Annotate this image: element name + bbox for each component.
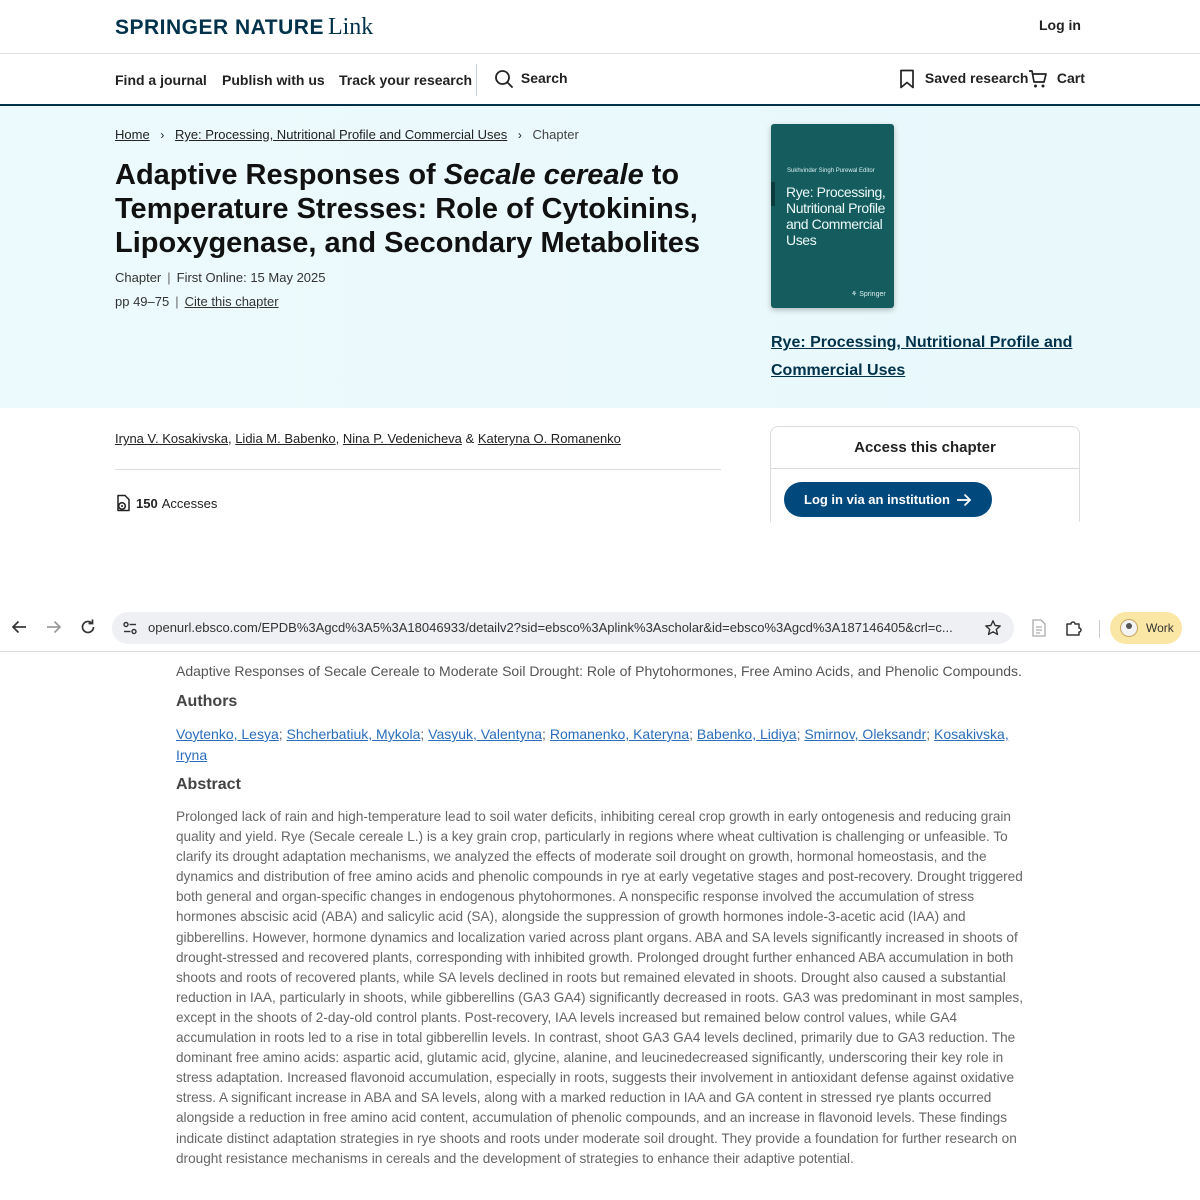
chapter-meta xyxy=(115,270,326,285)
author-separator-last: & xyxy=(461,431,478,446)
author-separator: ; xyxy=(796,726,805,742)
download-stats-icon xyxy=(115,494,132,512)
author-link[interactable]: Iryna V. Kosakivska xyxy=(115,431,228,446)
breadcrumb-book[interactable]: Rye: Processing, Nutritional Profile and Commercial Uses xyxy=(174,127,508,142)
avatar xyxy=(1120,619,1138,637)
author-link[interactable]: Smirnov, Oleksandr xyxy=(804,726,927,742)
cover-title: Rye: Processing, Nutritional Profile and Commercial Uses xyxy=(786,184,886,248)
accesses-count: 150 xyxy=(136,496,158,511)
cart-icon xyxy=(1028,69,1048,89)
chapter-title xyxy=(115,158,715,260)
author-link[interactable]: Babenko, Lidiya xyxy=(696,726,797,742)
search-label: Search xyxy=(520,69,568,86)
url-text: openurl.ebsco.com/EPDB%3Agcd%3A5%3A18046933/detailv2?sid=ebsco%3Aplink%3Ascholar&id=ebsco%3Agcd%3A187146405&crl=c... xyxy=(148,620,953,635)
title-part-1: Adaptive Responses of xyxy=(115,159,444,191)
logo-link-word: Link xyxy=(327,14,374,40)
login-via-institution-button[interactable] xyxy=(784,482,992,517)
reload-icon[interactable] xyxy=(79,618,97,636)
springer-page xyxy=(0,0,1200,522)
author-link[interactable]: Nina P. Vedenicheva xyxy=(342,431,462,446)
accesses-label: Accesses xyxy=(161,496,218,511)
author-link[interactable]: Lidia M. Babenko xyxy=(235,431,336,446)
breadcrumb-current: Chapter xyxy=(532,127,579,142)
author-link[interactable]: Vasyuk, Valentyna xyxy=(428,726,543,742)
chapter-pages-meta xyxy=(115,294,279,309)
login-via-institution-label: Log in via an institution xyxy=(804,492,950,507)
author-separator: ; xyxy=(542,726,550,742)
nav-cart[interactable] xyxy=(1028,69,1085,89)
nav-divider xyxy=(476,64,477,96)
arrow-right-icon xyxy=(956,492,972,508)
chevron-right-icon: › xyxy=(517,128,522,142)
springer-nature-link-logo[interactable] xyxy=(115,14,373,41)
logo-brand: SPRINGER NATURE xyxy=(115,16,324,39)
book-title-link[interactable]: Rye: Processing, Nutritional Profile and Commercial Uses xyxy=(771,334,1073,379)
nav-track-research[interactable]: Track your research xyxy=(339,72,473,88)
toolbar-divider xyxy=(1099,620,1100,638)
browser-toolbar xyxy=(0,604,1200,652)
abstract-text: Prolonged lack of rain and high-temperature lead to soil water deficits, inhibiting cereal crop growth in early ontogenesis and reducing grain quality and yield. Rye (Secale cereale L.) is a key grain crop, particularly in regions where wheat cultivation is challenging or unfeasible. To clarify its drought adaptation mechanisms, we analyzed the effects of moderate soil drought on growth, hormonal homeostasis, and the dynamics and distribution of free amino acids and phenolic compounds in rye at early vegetative stages and post-recovery. Drought triggered both general and organ-specific changes in endogenous phytohormones. A nonspecific response involved the accumulation of stress hormones abscisic acid (ABA) and salicylic acid (SA), alongside the suppression of growth hormones indole-3-acetic acid (IAA) and gibberellins. However, hormone dynamics and localization varied across plant organs. ABA and SA levels significantly increased in shoots of drought-stressed and recovered plants, corresponding with inhibited growth. Prolonged drought further enhanced ABA accumulation in both shoots and roots of recovered plants, while SA levels declined in roots but remained elevated in shoots. Drought also caused a substantial reduction in IAA, particularly in shoots, while gibberellins (GA3 GA4) significantly decreased in roots. GA3 was predominant in most samples, except in the shoots of 2-day-old control plants. Post-recovery, IAA levels increased but remained below control values, while GA4 accumulation in roots led to a rise in total gibberellin levels. In contrast, shoot GA3 GA4 levels declined, primarily due to GA3 reduction. The dominant free amino acids: aspartic acid, glutamic acid, glycine, alanine, and leucinedecreased significantly, underscoring their key role in stress adaptation. Increased flavonoid accumulation, especially in roots, suggests their involvement in antioxidant defense against oxidative stress. A significant increase in ABA and SA levels, along with a marked reduction in IAA and GA content in stressed rye plants occurred alongside a reduction in free amino acid content, accumulation of phenolic compounds, and an increase in flavonoid levels. These findings indicate distinct adaptation strategies in rye shoots and roots under moderate soil drought. They provide a foundation for further research on drought resistance mechanisms in cereals and the development of strategies to enhance their adaptive potential. xyxy=(176,809,1023,1166)
cite-this-chapter-link[interactable]: Cite this chapter xyxy=(184,294,279,309)
profile-chip[interactable] xyxy=(1110,612,1182,644)
author-separator: ; xyxy=(420,726,429,742)
author-link[interactable]: Shcherbatiuk, Mykola xyxy=(286,726,421,742)
nav-saved-research[interactable] xyxy=(899,69,1028,89)
author-link[interactable]: Romanenko, Kateryna xyxy=(549,726,690,742)
meta-divider: | xyxy=(167,270,171,285)
cart-label: Cart xyxy=(1056,69,1085,86)
chapter-authors xyxy=(115,431,621,446)
back-arrow-icon[interactable] xyxy=(10,618,28,636)
accesses-metric xyxy=(115,494,217,512)
author-link[interactable]: Voytenko, Lesya xyxy=(176,726,279,742)
main-nav xyxy=(0,54,1200,106)
access-chapter-box xyxy=(770,426,1080,522)
author-link[interactable]: Kateryna O. Romanenko xyxy=(477,431,621,446)
content-type: Chapter xyxy=(115,270,162,285)
authors-heading: Authors xyxy=(176,693,238,710)
chevron-right-icon: › xyxy=(160,128,165,142)
chapter-hero xyxy=(0,106,1200,408)
author-separator: ; xyxy=(278,726,287,742)
first-online: First Online: 15 May 2025 xyxy=(176,270,326,285)
abstract-heading: Abstract xyxy=(176,776,241,793)
breadcrumb-home[interactable]: Home xyxy=(115,127,150,142)
saved-research-label: Saved research xyxy=(924,69,1029,86)
cover-publisher-name: Springer xyxy=(859,291,886,298)
author-separator: ; xyxy=(926,726,935,742)
access-chapter-heading: Access this chapter xyxy=(771,427,1079,469)
extensions-puzzle-icon[interactable] xyxy=(1065,619,1083,637)
cover-publisher: ⚘ Springer xyxy=(851,291,886,298)
cover-editor: Sukhvinder Singh Purewal Editor xyxy=(787,168,875,174)
record-title: Adaptive Responses of Secale Cereale to Moderate Soil Drought: Role of Phytohormones, Free Amino Acids, and Phenolic Compounds. xyxy=(176,663,1022,679)
authors-divider xyxy=(115,469,721,470)
address-bar[interactable] xyxy=(112,612,1014,644)
cover-spine-mark xyxy=(771,182,775,206)
bookmark-star-icon[interactable] xyxy=(984,619,1002,637)
nav-search[interactable] xyxy=(494,69,568,89)
author-link[interactable]: Kosakivska, Iryna xyxy=(176,726,1009,763)
author-separator: ; xyxy=(689,726,697,742)
login-link[interactable]: Log in xyxy=(1039,17,1081,33)
site-info-icon[interactable] xyxy=(122,620,138,636)
search-icon xyxy=(494,69,514,89)
record-authors xyxy=(176,724,1016,766)
nav-publish[interactable]: Publish with us xyxy=(222,72,325,88)
title-species: Secale cereale xyxy=(443,159,644,191)
nav-find-journal[interactable]: Find a journal xyxy=(115,72,207,88)
title-part-2: to Temperature Stresses: Role of Cytokinins, Lipoxygenase, and Secondary Metabolites xyxy=(115,159,700,259)
author-separator: , xyxy=(227,431,236,446)
meta-divider: | xyxy=(175,294,179,309)
site-header xyxy=(0,0,1200,54)
profile-label: Work xyxy=(1146,621,1174,635)
book-cover-image[interactable] xyxy=(771,124,894,308)
ebsco-record xyxy=(0,653,1200,1200)
forward-arrow-icon[interactable] xyxy=(45,618,63,636)
bookmark-icon xyxy=(899,69,915,89)
author-separator: , xyxy=(335,431,343,446)
page-range: pp 49–75 xyxy=(115,294,170,309)
breadcrumb xyxy=(115,127,579,142)
reading-mode-icon[interactable] xyxy=(1031,619,1047,637)
